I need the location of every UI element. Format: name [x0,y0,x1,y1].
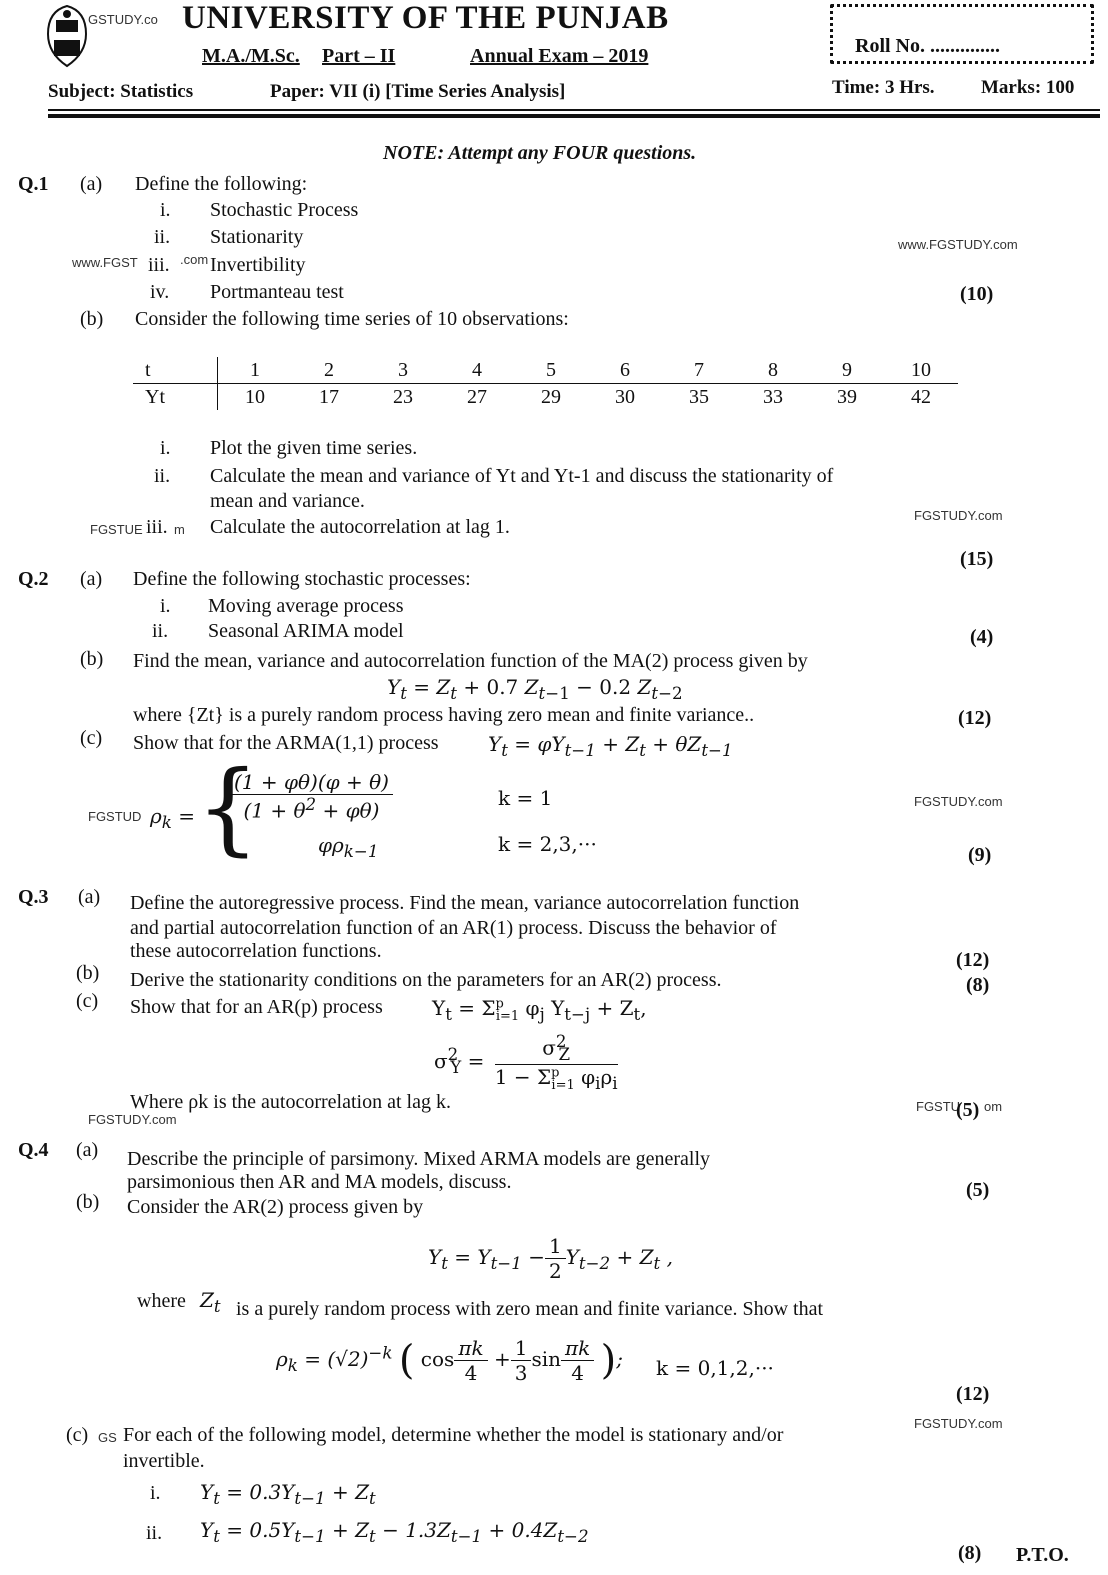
q3-number: Q.3 [18,886,49,908]
q1a-item-text: Invertibility [210,254,306,276]
table-cell: 35 [689,385,709,408]
q4a-marks: (5) [966,1179,990,1201]
table-cell: 30 [615,385,635,408]
q3a-label: (a) [78,886,101,908]
q1-number: Q.1 [18,173,49,195]
q3c-text: Show that for an AR(p) process [130,996,383,1018]
q4a-label: (a) [76,1139,99,1161]
q4c-item-num: ii. [146,1522,163,1544]
table-row [133,384,958,411]
q2a-marks: (4) [970,626,994,648]
watermark: FGSTUD [88,809,142,824]
table-row-label: Yt [133,384,218,411]
q1b-item-text: Calculate the mean and variance of Yt and Yt-1 and discuss the stationarity of [210,465,834,487]
header-rule-bottom [48,114,1100,118]
arma-equation: $Y_t = \varphi Y_{t-1} + Z_t + \theta Z_{t-1}$ [488,732,733,760]
q1a-marks: (10) [960,283,994,305]
q3c-label: (c) [76,990,99,1012]
q4a-line: parsimonious then AR and MA models, discuss. [127,1171,512,1193]
table-cell: 10 [245,385,265,408]
q1b-item-text: Plot the given time series. [210,437,418,459]
q1b-item-num: i. [160,437,171,459]
brace: { [196,749,260,866]
q2a-item-num: ii. [152,620,169,642]
q1b-item-text: mean and variance. [210,490,365,512]
q3b-text: Derive the stationarity conditions on the parameters for an AR(2) process. [130,969,722,991]
q4c-marks: (8) [958,1542,982,1564]
q1b-item-text: Calculate the autocorrelation at lag 1. [210,516,510,538]
table-cell: 1 [250,358,260,381]
q4b-text2b: is a purely random process with zero mean and finite variance. Show that [236,1298,824,1320]
q2a-item-num: i. [160,595,171,617]
q4a-line: Describe the principle of parsimony. Mixed ARMA models are generally [127,1148,710,1170]
q1a-item-text: Portmanteau test [210,281,344,303]
watermark: FGSTUDY.com [914,508,1003,523]
table-cell: 8 [768,358,778,381]
table-cell: 27 [467,385,487,408]
q2c-text: Show that for the ARMA(1,1) process [133,732,439,754]
watermark: FGSTUDY.com [914,794,1003,809]
q2a-item-text: Seasonal ARIMA model [208,620,404,642]
paper-label: Paper: VII (i) [Time Series Analysis] [270,81,566,102]
q1a-item-num: i. [160,199,171,221]
table-cell: 29 [541,385,561,408]
q4c-label: (c) [66,1424,89,1446]
q2b-marks: (12) [958,707,992,729]
q3a-line: these autocorrelation functions. [130,940,382,962]
model-i-equation: $Y_t = 0.3Y_{t-1} + Z_t$ [200,1480,376,1508]
watermark: www.FGSTUDY.com [898,237,1018,252]
q4c-item-num: i. [150,1482,161,1504]
exam-label: Annual Exam – 2019 [470,45,649,67]
q2b-label: (b) [80,648,104,670]
table-cell: 3 [398,358,408,381]
q1a-item-text: Stationarity [210,226,304,248]
roll-number-box[interactable] [830,4,1094,64]
q2b-text2: where {Zt} is a purely random process having zero mean and finite variance.. [133,704,755,726]
watermark: m [174,522,185,537]
crest-icon [44,4,90,68]
table-row-label: t [133,357,218,384]
q2a-label: (a) [80,568,103,590]
q4b-text2a: where [137,1290,186,1312]
q1a-item-num: iii. [148,254,170,276]
table-cell: 33 [763,385,783,408]
arma-acf-case1: $\frac{(1 + \varphi\theta)(\varphi + \theta)}{(1 + \theta^2 + \varphi\theta)}$ [230,770,393,823]
q1a-text: Define the following: [135,173,308,195]
roll-number-label: Roll No. .............. [855,35,1000,57]
k-range: k = 0,1,2,··· [656,1356,774,1380]
rho-k-symbol: $\rho_k$ = [150,804,195,832]
q3a-line: and partial autocorrelation function of an AR(1) process. Discuss the behavior of [130,917,777,939]
watermark: www.FGST [72,255,138,270]
table-cell: 6 [620,358,630,381]
time-series-table [133,357,958,410]
header-rule-top [48,109,1100,111]
q4-number: Q.4 [18,1139,49,1161]
arma-acf-case2: $\varphi\rho_{k-1}$ [318,833,379,861]
q2a-item-text: Moving average process [208,595,404,617]
q3b-marks: (8) [966,974,990,996]
model-ii-equation: $Y_t = 0.5Y_{t-1} + Z_t - 1.3Z_{t-1} + 0.4Z_{t-2}$ [200,1518,589,1546]
q1b-marks: (15) [960,548,994,570]
table-cell: 39 [837,385,857,408]
q3b-label: (b) [76,962,100,984]
q3c-marks: (5) [956,1099,980,1121]
q4b-text: Consider the AR(2) process given by [127,1196,424,1218]
arp-equation: $Y_t = \Sigma^p_{i=1}$ $\varphi_j$ $Y_{t-j} + Z_t$, [432,996,647,1024]
watermark: FGSTU [916,1099,961,1114]
q4c-line: invertible. [123,1450,205,1472]
q1a-item-num: iv. [150,281,170,303]
table-cell: 23 [393,385,413,408]
z-t-symbol: $Z_t$ [200,1288,221,1316]
q4c-line: For each of the following model, determine whether the model is stationary and/or [123,1424,784,1446]
subject-label: Subject: Statistics [48,81,194,102]
q4b-label: (b) [76,1191,100,1213]
table-row [133,357,958,384]
q3a-line: Define the autoregressive process. Find the mean, variance autocorrelation function [130,892,800,914]
case2-condition: k = 2,3,··· [498,832,597,856]
exam-note: NOTE: Attempt any FOUR questions. [383,142,697,164]
q3a-marks: (12) [956,949,990,971]
q1b-item-num: iii. [146,516,168,538]
university-title: UNIVERSITY OF THE PUNJAB [182,0,669,36]
q1a-item-num: ii. [154,226,171,248]
q3c-text2: Where ρk is the autocorrelation at lag k. [130,1091,451,1113]
q1b-label: (b) [80,308,104,330]
ma2-equation: $Y_t = Z_t + 0.7$ $Z_{t-1} - 0.2$ $Z_{t-2}$ [387,675,683,703]
arp-variance-formula: $\sigma^2_Y$ = $\frac{\sigma^2_Z}{1 - \Sigma^p_{i=1} \varphi_i\rho_i}$ [434,1032,618,1093]
watermark: FGSTUDY.com [88,1112,177,1127]
table-cell: 7 [694,358,704,381]
time-label: Time: 3 Hrs. [832,77,935,98]
ar2-equation: $Y_t = Y_{t-1}$ − $\frac{1}{2}$ $Y_{t-2} + Z_t$ , [428,1234,673,1283]
table-cell: 9 [842,358,852,381]
q4b-marks: (12) [956,1383,990,1405]
pto-label: P.T.O. [1016,1544,1069,1566]
watermark: om [984,1099,1003,1114]
watermark: FGSTUE [90,522,143,537]
q1b-text: Consider the following time series of 10 observations: [135,308,569,330]
table-cell: 42 [911,385,931,408]
table-cell: 2 [324,358,334,381]
ar2-acf-formula: $\rho_k = (√2)^{-k}$ ( cos $\frac{\pi k}{4}$ + $\frac{1}{3}$ sin $\frac{\pi k}{4}$ ); [276,1336,623,1385]
watermark: .com [180,252,209,267]
table-cell: 17 [319,385,339,408]
watermark: FGSTUDY.com [914,1416,1003,1431]
logo-watermark: GSTUDY.co [88,12,158,27]
table-cell: 5 [546,358,556,381]
q2a-text: Define the following stochastic processes: [133,568,471,590]
part-label: Part – II [322,45,396,67]
marks-label: Marks: 100 [981,77,1075,98]
table-cell: 4 [472,358,482,381]
table-cell: 10 [911,358,931,381]
q2-number: Q.2 [18,568,49,590]
university-logo [44,4,90,68]
q1a-item-text: Stochastic Process [210,199,359,221]
q1a-label: (a) [80,173,103,195]
q1b-item-num: ii. [154,465,171,487]
case1-condition: k = 1 [498,786,553,810]
q2b-text: Find the mean, variance and autocorrelation function of the MA(2) process given by [133,650,808,672]
q2c-label: (c) [80,727,103,749]
q2c-marks: (9) [968,844,992,866]
watermark: GS [98,1430,117,1445]
degree-label: M.A./M.Sc. [202,45,300,67]
